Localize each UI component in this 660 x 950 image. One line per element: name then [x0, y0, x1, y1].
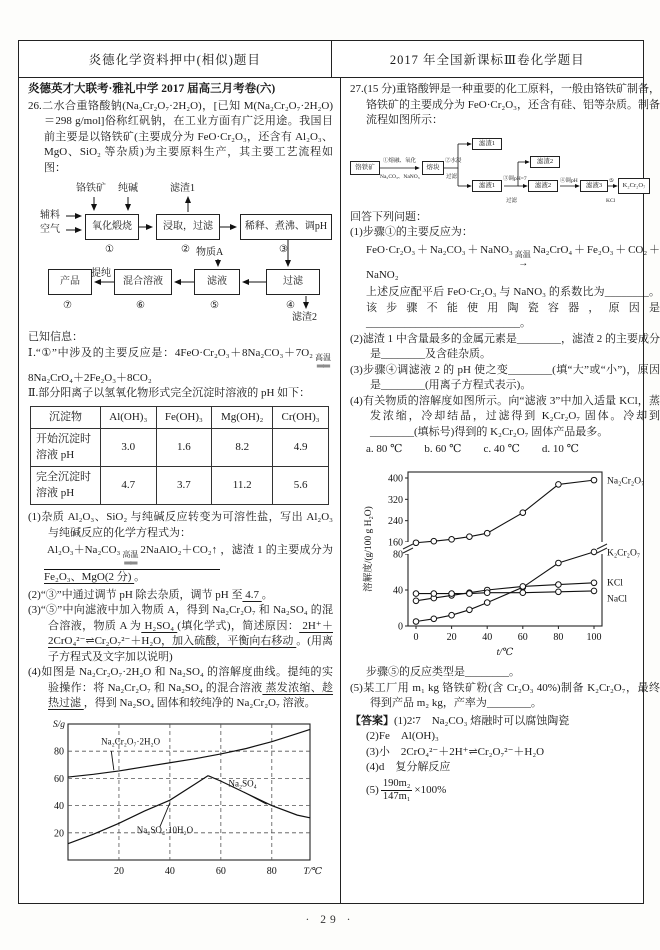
flow-step2-label: ②水浸	[445, 157, 462, 164]
svg-text:320: 320	[388, 494, 403, 506]
table-row: 开始沉淀时溶液 pH 3.0 1.6 8.2 4.9	[31, 429, 329, 467]
reaction-condition-arrow: 高温 →	[514, 249, 531, 269]
column-q27	[341, 78, 660, 903]
svg-text:t/℃: t/℃	[496, 646, 514, 658]
q27-step5-type: 步骤⑤的反应类型是________。	[366, 666, 520, 678]
flow-step3-label: ③调pH=7	[503, 175, 527, 182]
q27-equation: FeO·Cr₂O₃＋Na₂CO₃＋NaNO₃ 高温 → Na₂CrO₄＋Fe₂O₃＋CO₂＋NaNO₂	[366, 243, 660, 281]
q26-item3: (3)“⑤”中向滤液中加入物质 A，得到 Na₂Cr₂O₇ 和 Na₂SO₄ 的混合溶液，物质 A 为 H₂SO₄ (填化学式)，简述原因： 2H⁺＋2CrO₄²⁻⇌Cr₂O₇²⁻＋H₂O，加入硫酸，平衡向右移动 。(用离子方程式及文字加以说明)	[28, 604, 333, 663]
q27-item3: (3)步骤④调滤液 2 的 pH 使之变________(填“大”或“小”)，原因是________(用离子方程式表示)。	[350, 363, 660, 391]
svg-text:Na₂Cr₂O₇·2H₂O: Na₂Cr₂O₇·2H₂O	[101, 735, 161, 746]
q26-item1: (1)杂质 Al₂O₃、SiO₂ 与纯碱反应转变为可溶性盐，写出 Al₂O₃ 与纯碱反应的化学方程式为：	[28, 511, 333, 539]
flow-filtrate2: 滤液2	[528, 180, 558, 192]
svg-text:NaCl: NaCl	[607, 593, 628, 604]
header-left-title: 炎德化学资料押中(相似)题目	[88, 53, 261, 67]
svg-text:0: 0	[398, 621, 403, 632]
q26-intro: 26.二水合重铬酸钠(Na₂Cr₂O₇·2H₂O)，[已知 M(Na₂Cr₂O₇·2H₂O)＝298 g/mol]俗称红矾钠，在工业方面有广泛用途。我国目前主要是以铬铁矿(主要成分为 FeO·Cr₂O₃，还含有 Al₂O₃、MgO、SiO₂ 等杂质)为主要原料生产，其主要工艺流程如图：	[28, 99, 333, 174]
flow-step5-kcl: KCl	[606, 197, 616, 204]
q27-item4: (4)有关物质的溶解度如图所示。向“滤液 3”中加入适量 KCl，蒸发浓缩，冷却结晶，过滤得到 K₂Cr₂O₇ 固体。冷却到________(填标号)得到的 K₂Cr₂O₇ 固体产品最多。	[350, 394, 660, 438]
flow-step2-circle: ②	[181, 244, 190, 255]
svg-text:K₂Cr₂O₇: K₂Cr₂O₇	[607, 547, 641, 558]
column-q26	[19, 78, 341, 903]
page-header	[19, 41, 643, 78]
answer-line-3: (3)小 2CrO₄²⁻＋2H⁺⇌Cr₂O₇²⁻＋H₂O	[366, 745, 545, 758]
svg-text:20: 20	[446, 631, 457, 643]
flow-box-roast: 氧化煅烧	[85, 214, 139, 240]
flow-step6-circle: ⑥	[136, 300, 145, 311]
flow-purify-label: 提纯	[91, 268, 111, 279]
flow-input-soda: 纯碱	[118, 183, 138, 194]
flow-residue2: 滤渣2	[292, 312, 317, 323]
svg-text:400: 400	[388, 473, 403, 484]
answer-text: 4.7	[242, 588, 262, 601]
flow-step7-circle: ⑦	[63, 300, 72, 311]
q27-item2: (2)滤渣 1 中含量最多的金属元素是________，滤渣 2 的主要成分是________及含硅杂质。	[350, 332, 660, 360]
flow-step5-circle: ⑤	[210, 300, 219, 311]
flow-step5-circle: ⑤	[609, 177, 614, 184]
svg-text:0: 0	[413, 631, 419, 643]
q26-known-2: Ⅱ.部分阳离子以氢氧化物形式完全沉淀时溶液的 pH 如下：	[28, 387, 311, 399]
flow-step1-reagents: Na₂CO₃、NaNO₃	[380, 173, 420, 180]
flow-box-dilute: 稀释、煮沸、调pH	[240, 214, 332, 240]
answer-text: H₂SO₄	[141, 619, 178, 632]
reaction-condition-arrow: 高温 ══	[315, 352, 331, 372]
svg-text:S/g: S/g	[52, 719, 65, 730]
answer-text: 蒸发浓缩、趁热过滤	[48, 681, 334, 709]
flow-filtrate3: 滤液3	[580, 180, 608, 192]
svg-text:Na₂Cr₂O₇: Na₂Cr₂O₇	[607, 476, 645, 487]
svg-text:80: 80	[553, 631, 564, 643]
answers-label: 【答案】	[350, 714, 394, 727]
q27-item4-options: a. 80 ℃ b. 60 ℃ c. 40 ℃ d. 10 ℃	[366, 443, 579, 455]
svg-text:100: 100	[586, 631, 602, 643]
svg-text:KCl: KCl	[607, 577, 623, 588]
flow-product: K₂Cr₂O₇	[618, 178, 650, 194]
table-header-row: 沉淀物 Al(OH)₃ Fe(OH)₃ Mg(OH)₂ Cr(OH)₃	[31, 406, 329, 429]
q26-known-reaction: Ⅰ.“①”中涉及的主要反应是：4FeO·Cr₂O₃＋8Na₂CO₃＋7O₂ 高温 ══ 8Na₂CrO₄＋2Fe₂O₃＋8CO₂	[28, 346, 331, 384]
svg-text:Na₂SO₄·10H₂O: Na₂SO₄·10H₂O	[136, 824, 194, 835]
flow-step4-label: ④调pH	[560, 177, 578, 184]
svg-text:80: 80	[266, 865, 277, 877]
flow-step3-circle: ③	[279, 244, 288, 255]
q27-process-flowchart	[350, 132, 650, 206]
answer-line-4: (4)d 复分解反应	[366, 761, 451, 773]
page-body	[19, 78, 660, 903]
table-row: 完全沉淀时溶液 pH 4.7 3.7 11.2 5.6	[31, 467, 329, 505]
answer-text: Fe₂O₃、MgO(2 分)	[44, 571, 135, 583]
page-number: · 29 ·	[305, 914, 355, 926]
q27-item1: (1)步骤①的主要反应为：	[350, 226, 473, 238]
precipitation-ph-table	[30, 406, 329, 506]
flow-filtrate1: 滤液1	[472, 180, 502, 192]
svg-text:40: 40	[482, 631, 493, 643]
q26-item4: (4)如图是 Na₂Cr₂O₇·2H₂O 和 Na₂SO₄ 的溶解度曲线。提纯的实验操作：将 Na₂Cr₂O₇ 和 Na₂SO₄ 的混合溶液 蒸发浓缩、趁热过滤 ，得到 Na₂SO₄ 固体和较纯净的 Na₂Cr₂O₇ 溶液。	[28, 666, 334, 709]
svg-text:80: 80	[393, 549, 403, 560]
q26-item1-answer-eq: Al₂O₃＋Na₂CO₃ 高温 ══ 2NaAlO₂＋CO₂↑ ，滤渣 1 的主要成分为 Fe₂O₃、MgO(2 分) 。	[44, 544, 333, 583]
svg-text:40: 40	[164, 865, 175, 877]
svg-text:160: 160	[388, 537, 403, 548]
q27-intro: 27.(15 分)重铬酸钾是一种重要的化工原料，一般由铬铁矿制备，铬铁矿的主要成分为 FeO·Cr₂O₃，还含有硅、铝等杂质。制备流程如图所示：	[350, 83, 660, 126]
flow-box-leach: 浸取，过滤	[156, 214, 220, 240]
answer-line-5: (5) $\frac{\text{190m₂}}{\text{147m₁}}$ ×100%	[366, 777, 447, 802]
flow-substance-a: 物质A	[196, 247, 224, 258]
flow-input-air: 空气	[40, 224, 60, 235]
q27-item1-post: 上述反应配平后 FeO·Cr₂O₃ 与 NaNO₃ 的系数比为________。该步骤不能使用陶瓷容器，原因是____________________________。	[366, 286, 660, 329]
flow-box-filtrate: 滤液	[194, 269, 240, 295]
flow-melt: 熔块	[422, 161, 444, 175]
q27-prompt: 回答下列问题：	[350, 210, 427, 223]
svg-text:T/℃: T/℃	[303, 866, 322, 877]
flow-box-product: 产品	[48, 269, 92, 295]
page-frame	[18, 40, 660, 904]
svg-text:60: 60	[517, 631, 528, 643]
flow-residue2: 滤渣2	[530, 156, 560, 168]
q26-known-heading: 已知信息：	[28, 331, 83, 343]
q27-solubility-chart	[360, 460, 660, 666]
svg-text:60: 60	[215, 865, 226, 877]
flow-residue1: 滤渣1	[170, 183, 195, 194]
answer-line-2: (2)Fe Al(OH)₃	[366, 730, 439, 742]
q27-item5: (5)某工厂用 m₁ kg 铬铁矿粉(含 Cr₂O₃ 40%)制备 K₂Cr₂O₇，最终得到产品 m₂ kg，产率为________。	[350, 681, 660, 709]
flow-ore: 铬铁矿	[350, 161, 380, 175]
q26-solubility-chart	[38, 714, 333, 892]
yield-fraction: $\frac{\text{190m₂}}{\text{147m₁}}$	[382, 777, 411, 802]
answer-equation: Al₂O₃＋Na₂CO₃ 高温 ══ 2NaAlO₂＋CO₂↑	[44, 543, 220, 570]
svg-text:60: 60	[54, 773, 64, 785]
flow-residue1: 滤渣1	[472, 138, 502, 150]
flow-step2-filter: 过滤	[446, 173, 458, 180]
flow-box-mixture: 混合溶液	[114, 269, 172, 295]
answer-line-1: 【答案】(1)2∶7 Na₂CO₃ 熔融时可以腐蚀陶瓷	[350, 714, 570, 727]
flow-step1-label: ①熔融、氧化	[383, 157, 417, 164]
reaction-condition-arrow: 高温 ══	[122, 550, 139, 569]
flow-step4-circle: ④	[286, 300, 295, 311]
svg-text:240: 240	[388, 515, 403, 527]
flow-input-aux: 辅料	[40, 210, 60, 221]
solubility-curves-svg	[360, 460, 660, 660]
svg-text:20: 20	[54, 827, 64, 839]
svg-text:80: 80	[54, 746, 64, 758]
svg-text:Na₂SO₄: Na₂SO₄	[228, 778, 257, 789]
flow-step1-circle: ①	[105, 244, 114, 255]
svg-text:40: 40	[393, 585, 403, 596]
answer-text: 2H⁺＋2CrO₄²⁻⇌Cr₂O₇²⁻＋H₂O，加入硫酸，平衡向右移动	[48, 619, 333, 647]
solubility-curves-svg	[38, 714, 324, 886]
q26-process-flowchart	[28, 179, 336, 327]
svg-text:溶解度/(g/100 g H₂O): 溶解度/(g/100 g H₂O)	[364, 505, 374, 592]
header-right-title: 2017 年全国新课标Ⅲ卷化学题目	[331, 41, 644, 77]
flow-step3-filter: 过滤	[506, 197, 518, 204]
exam-title: 炎德英才大联考·雅礼中学 2017 届高三月考卷(六)	[28, 83, 276, 95]
flow-input-ore: 铬铁矿	[76, 183, 106, 194]
svg-text:20: 20	[113, 865, 124, 877]
q26-item2: (2)“③”中通过调节 pH 除去杂质，调节 pH 至 4.7 。	[28, 588, 273, 601]
svg-text:40: 40	[54, 800, 64, 812]
flow-box-filter: 过滤	[266, 269, 320, 295]
